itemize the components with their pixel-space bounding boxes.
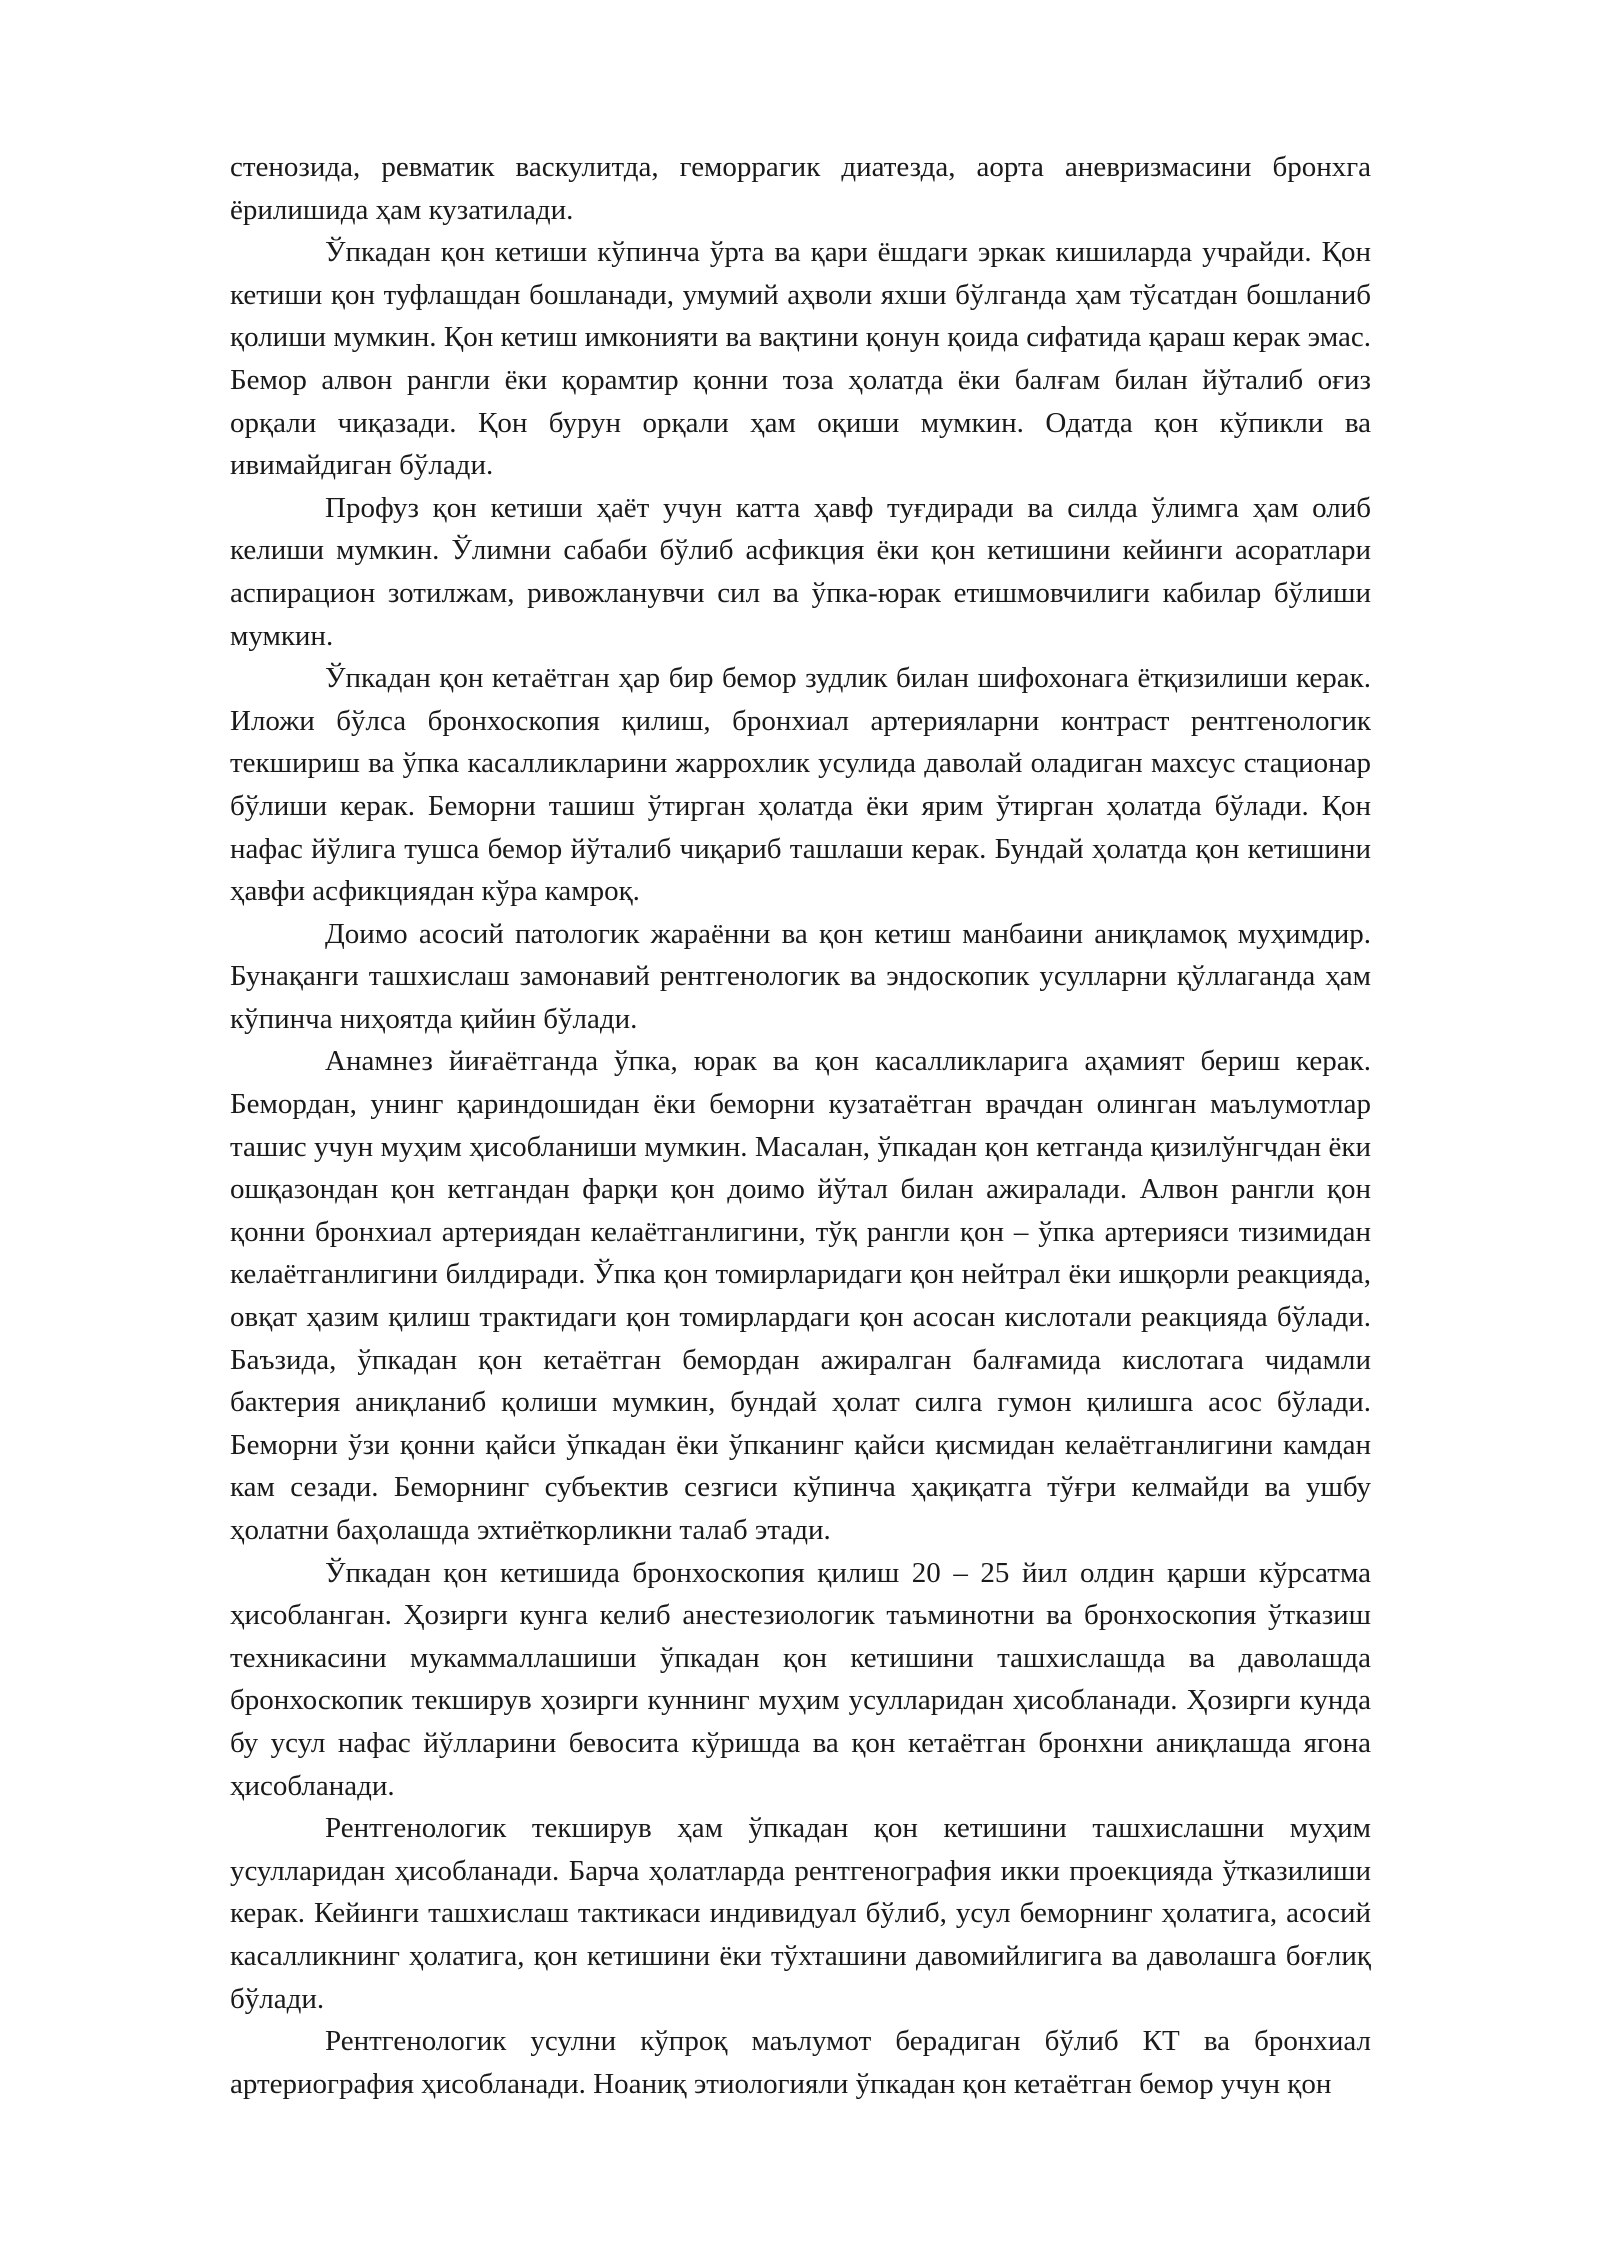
paragraph: Рентгенологик текширув ҳам ўпкадан қон кетишини ташхислашни муҳим усулларидан ҳисобланади. Барча ҳолатларда рентгенография икки проекцияда ўтказилиши керак. Кейинги ташхислаш тактикаси индивидуал бўлиб, усул беморнинг ҳолатига, асосий касалликнинг ҳолатига, қон кетишини ёки тўхташини давомийлигига ва даволашга боғлиқ бўлади. — [230, 1812, 1371, 2015]
document-page — [230, 146, 1371, 2105]
paragraph-continuation: стенозида, ревматик васкулитда, геморрагик диатезда, аорта аневризмасини бронхга ёрилишида ҳам кузатилади. — [230, 151, 1371, 226]
paragraph: Ўпкадан қон кетаётган ҳар бир бемор зудлик билан шифохонага ётқизилиши керак. Иложи бўлса бронхоскопия қилиш, бронхиал артерияларни контраст рентгенологик текшириш ва ўпка касалликларини жаррохлик усулида даволай оладиган махсус стационар бўлиши керак. Беморни ташиш ўтирган ҳолатда ёки ярим ўтирган ҳолатда бўлади. Қон нафас йўлига тушса бемор йўталиб чиқариб ташлаши керак. Бундай ҳолатда қон кетишини ҳавфи асфикциядан кўра камроқ. — [230, 662, 1371, 908]
paragraph: Ўпкадан қон кетишида бронхоскопия қилиш 20 – 25 йил олдин қарши кўрсатма ҳисобланган. Ҳозирги кунга келиб анестезиологик таъминотни ва бронхоскопия ўтказиш техникасини мукаммаллашиши ўпкадан қон кетишини ташхислашда ва даволашда бронхоскопик текширув ҳозирги куннинг муҳим усулларидан ҳисобланади. Ҳозирги кунда бу усул нафас йўлларини бевосита кўришда ва қон кетаётган бронхни аниқлашда ягона ҳисобланади. — [230, 1556, 1371, 1802]
paragraph: Профуз қон кетиши ҳаёт учун катта ҳавф туғдиради ва силда ўлимга ҳам олиб келиши мумкин. Ўлимни сабаби бўлиб асфикция ёки қон кетишини кейинги асоратлари аспирацион зотилжам, ривожланувчи сил ва ўпка-юрак етишмовчилиги кабилар бўлиши мумкин. — [230, 491, 1371, 652]
paragraph: Доимо асосий патологик жараённи ва қон кетиш манбаини аниқламоқ муҳимдир. Бунақанги ташхислаш замонавий рентгенологик ва эндоскопик усулларни қўллаганда ҳам кўпинча ниҳоятда қийин бўлади. — [230, 917, 1371, 1035]
paragraph: Рентгенологик усулни кўпроқ маълумот берадиган бўлиб КТ ва бронхиал артериография ҳисобланади. Ноаниқ этиологияли ўпкадан қон кетаётган бемор учун қон — [230, 2025, 1371, 2100]
paragraph: Анамнез йиғаётганда ўпка, юрак ва қон касалликларига аҳамият бериш керак. Бемордан, унинг қариндошидан ёки беморни кузатаётган врачдан олинган маълумотлар ташис учун муҳим ҳисобланиши мумкин. Масалан, ўпкадан қон кетганда қизилўнгчдан ёки ошқазондан қон кетгандан фарқи қон доимо йўтал билан ажиралади. Алвон рангли қон қонни бронхиал артериядан келаётганлигини, тўқ рангли қон – ўпка артерияси тизимидан келаётганлигини билдиради. Ўпка қон томирларидаги қон нейтрал ёки ишқорли реакцияда, овқат ҳазим қилиш трактидаги қон томирлардаги қон асосан кислотали реакцияда бўлади. Баъзида, ўпкадан қон кетаётган бемордан ажиралган балғамида кислотага чидамли бактерия аниқланиб қолиши мумкин, бундай ҳолат силга гумон қилишга асос бўлади. Беморни ўзи қонни қайси ўпкадан ёки ўпканинг қайси қисмидан келаётганлигини камдан кам сезади. Беморнинг субъектив сезгиси кўпинча ҳақиқатга тўғри келмайди ва ушбу ҳолатни баҳолашда эхтиёткорликни талаб этади. — [230, 1045, 1371, 1546]
paragraph: Ўпкадан қон кетиши кўпинча ўрта ва қари ёшдаги эркак кишиларда учрайди. Қон кетиши қон туфлашдан бошланади, умумий аҳволи яхши бўлганда ҳам тўсатдан бошланиб қолиши мумкин. Қон кетиш имконияти ва вақтини қонун қоида сифатида қараш керак эмас. Бемор алвон рангли ёки қорамтир қонни тоза ҳолатда ёки балғам билан йўталиб оғиз орқали чиқазади. Қон бурун орқали ҳам оқиши мумкин. Одатда қон кўпикли ва ивимайдиган бўлади. — [230, 236, 1371, 482]
